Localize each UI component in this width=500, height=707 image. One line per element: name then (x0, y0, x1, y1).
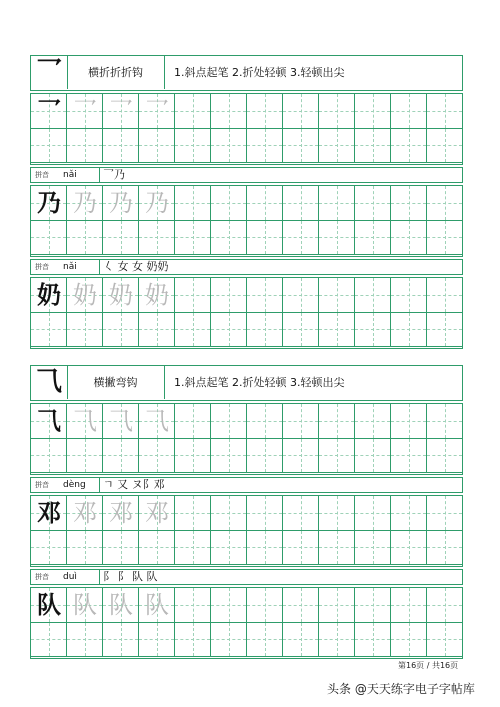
practice-grid (30, 277, 463, 349)
trace-character: 乛 (73, 97, 97, 125)
practice-cell (67, 94, 103, 129)
pinyin-text: nǎi (63, 262, 77, 272)
practice-cell (247, 531, 283, 566)
practice-cell (319, 278, 355, 313)
practice-cell (319, 313, 355, 348)
practice-cell (139, 221, 175, 256)
practice-cell (247, 94, 283, 129)
practice-cell (67, 404, 103, 439)
practice-cell (139, 278, 175, 313)
practice-cell (283, 278, 319, 313)
practice-cell (283, 439, 319, 474)
practice-cell (283, 404, 319, 439)
practice-cell (391, 623, 427, 658)
practice-cell (319, 129, 355, 164)
practice-cell (211, 404, 247, 439)
practice-cell (391, 439, 427, 474)
pinyin-label: 拼音 (35, 171, 49, 179)
practice-cell (355, 439, 391, 474)
practice-grid (30, 185, 463, 257)
practice-cell (211, 221, 247, 256)
practice-cell (355, 278, 391, 313)
practice-cell (283, 129, 319, 164)
model-character: 乛 (37, 96, 61, 125)
trace-character: 队 (145, 591, 169, 619)
practice-cell (175, 221, 211, 256)
practice-cell (283, 623, 319, 658)
practice-cell (283, 186, 319, 221)
practice-cell (283, 588, 319, 623)
practice-cell (139, 186, 175, 221)
stroke-order: ㄱ 又 ヌ阝邓 (99, 478, 165, 492)
practice-cell (211, 186, 247, 221)
pinyin-text: nǎi (63, 170, 77, 180)
practice-cell (67, 531, 103, 566)
trace-character: 邓 (109, 499, 133, 527)
practice-grid (30, 93, 463, 165)
practice-cell (31, 588, 67, 623)
practice-grid (30, 495, 463, 567)
practice-cell (391, 278, 427, 313)
stroke-name: 横折折折钩 (67, 56, 165, 89)
practice-cell (103, 186, 139, 221)
practice-cell (139, 531, 175, 566)
stroke-order: 乛乃 (99, 168, 125, 182)
practice-cell (67, 439, 103, 474)
practice-grid (30, 587, 463, 659)
practice-cell (283, 313, 319, 348)
practice-cell (175, 588, 211, 623)
practice-cell (283, 531, 319, 566)
practice-cell (355, 588, 391, 623)
practice-cell (283, 94, 319, 129)
pinyin-row (30, 569, 463, 585)
practice-cell (103, 313, 139, 348)
practice-cell (31, 313, 67, 348)
pinyin-row (30, 477, 463, 493)
practice-cell (211, 439, 247, 474)
stroke-glyph: ⺄ (31, 366, 68, 399)
practice-cell (67, 129, 103, 164)
practice-cell (211, 94, 247, 129)
practice-cell (139, 404, 175, 439)
practice-cell (103, 94, 139, 129)
trace-character: 队 (109, 591, 133, 619)
practice-cell (31, 221, 67, 256)
practice-cell (427, 404, 463, 439)
practice-cell (67, 278, 103, 313)
stroke-order: 𡿨 女 女 奶奶 (99, 260, 169, 274)
practice-cell (355, 623, 391, 658)
pinyin-label: 拼音 (35, 263, 49, 271)
lesson-header (30, 365, 463, 401)
practice-cell (355, 221, 391, 256)
lesson-header (30, 55, 463, 91)
practice-cell (31, 94, 67, 129)
practice-cell (355, 404, 391, 439)
practice-cell (355, 531, 391, 566)
trace-character: 队 (73, 591, 97, 619)
stroke-glyph: 乛 (31, 56, 68, 89)
practice-cell (247, 313, 283, 348)
practice-cell (319, 623, 355, 658)
practice-cell (319, 588, 355, 623)
practice-cell (247, 404, 283, 439)
practice-cell (31, 404, 67, 439)
practice-cell (319, 496, 355, 531)
trace-character: 乃 (73, 189, 97, 217)
practice-cell (427, 496, 463, 531)
practice-cell (319, 221, 355, 256)
practice-cell (103, 531, 139, 566)
practice-cell (427, 439, 463, 474)
practice-cell (247, 129, 283, 164)
practice-cell (247, 278, 283, 313)
practice-cell (139, 129, 175, 164)
practice-cell (427, 278, 463, 313)
trace-character: 乛 (109, 97, 133, 125)
trace-character: 奶 (73, 281, 97, 309)
practice-cell (247, 186, 283, 221)
trace-character: 奶 (145, 281, 169, 309)
practice-cell (391, 588, 427, 623)
practice-cell (175, 623, 211, 658)
practice-cell (247, 623, 283, 658)
practice-cell (355, 496, 391, 531)
model-character: ⺄ (37, 406, 61, 435)
practice-cell (211, 278, 247, 313)
practice-cell (31, 278, 67, 313)
trace-character: ⺄ (145, 407, 169, 435)
watermark: 头条 @天天练字电子字帖库 (327, 682, 475, 696)
practice-cell (31, 623, 67, 658)
model-character: 队 (37, 590, 61, 619)
practice-cell (175, 94, 211, 129)
practice-cell (211, 496, 247, 531)
practice-cell (31, 129, 67, 164)
writing-tips: 1.斜点起笔 2.折处轻顿 3.轻顿出尖 (174, 66, 345, 79)
practice-cell (247, 588, 283, 623)
practice-cell (175, 531, 211, 566)
practice-grid (30, 403, 463, 475)
practice-cell (319, 531, 355, 566)
pinyin-label: 拼音 (35, 481, 49, 489)
practice-cell (427, 588, 463, 623)
practice-cell (103, 588, 139, 623)
practice-cell (31, 439, 67, 474)
pinyin-label: 拼音 (35, 573, 49, 581)
practice-cell (355, 129, 391, 164)
practice-cell (319, 404, 355, 439)
practice-cell (67, 186, 103, 221)
practice-cell (283, 496, 319, 531)
practice-cell (175, 496, 211, 531)
stroke-order: 阝 阝 队 队 (99, 570, 158, 584)
practice-cell (247, 221, 283, 256)
practice-cell (391, 313, 427, 348)
trace-character: ⺄ (73, 407, 97, 435)
practice-cell (31, 496, 67, 531)
pinyin-text: duì (63, 572, 77, 582)
practice-cell (211, 313, 247, 348)
practice-cell (319, 186, 355, 221)
pinyin-row (30, 167, 463, 183)
practice-cell (175, 129, 211, 164)
practice-cell (427, 623, 463, 658)
practice-cell (391, 129, 427, 164)
practice-cell (355, 313, 391, 348)
trace-character: 乛 (145, 97, 169, 125)
practice-cell (355, 94, 391, 129)
practice-cell (103, 221, 139, 256)
practice-cell (427, 531, 463, 566)
practice-cell (175, 404, 211, 439)
practice-cell (427, 94, 463, 129)
pinyin-row (30, 259, 463, 275)
practice-cell (391, 531, 427, 566)
practice-cell (211, 129, 247, 164)
practice-cell (139, 588, 175, 623)
practice-cell (31, 531, 67, 566)
practice-cell (67, 313, 103, 348)
practice-cell (103, 496, 139, 531)
practice-cell (391, 221, 427, 256)
practice-cell (139, 94, 175, 129)
practice-cell (31, 186, 67, 221)
practice-cell (427, 129, 463, 164)
practice-cell (103, 623, 139, 658)
practice-cell (67, 221, 103, 256)
practice-cell (67, 496, 103, 531)
practice-cell (391, 404, 427, 439)
stroke-name: 横撇弯钩 (67, 366, 165, 399)
practice-cell (427, 313, 463, 348)
practice-cell (427, 221, 463, 256)
practice-cell (247, 439, 283, 474)
practice-cell (319, 439, 355, 474)
practice-cell (103, 278, 139, 313)
trace-character: ⺄ (109, 407, 133, 435)
practice-cell (103, 404, 139, 439)
practice-cell (391, 496, 427, 531)
practice-cell (283, 221, 319, 256)
practice-cell (211, 531, 247, 566)
practice-cell (67, 623, 103, 658)
practice-cell (355, 186, 391, 221)
model-character: 乃 (37, 188, 61, 217)
practice-cell (175, 439, 211, 474)
practice-cell (247, 496, 283, 531)
practice-cell (211, 588, 247, 623)
writing-tips: 1.斜点起笔 2.折处轻顿 3.轻顿出尖 (174, 376, 345, 389)
model-character: 邓 (37, 498, 61, 527)
practice-cell (175, 278, 211, 313)
trace-character: 乃 (109, 189, 133, 217)
practice-cell (103, 129, 139, 164)
practice-cell (139, 313, 175, 348)
trace-character: 乃 (145, 189, 169, 217)
trace-character: 邓 (73, 499, 97, 527)
model-character: 奶 (37, 280, 61, 309)
practice-cell (391, 94, 427, 129)
practice-cell (175, 313, 211, 348)
practice-cell (211, 623, 247, 658)
practice-cell (319, 94, 355, 129)
trace-character: 奶 (109, 281, 133, 309)
page-number: 第16页 / 共16页 (398, 661, 459, 670)
practice-cell (427, 186, 463, 221)
practice-cell (139, 439, 175, 474)
pinyin-text: dèng (63, 480, 86, 490)
practice-cell (139, 496, 175, 531)
trace-character: 邓 (145, 499, 169, 527)
practice-cell (391, 186, 427, 221)
practice-cell (67, 588, 103, 623)
practice-cell (175, 186, 211, 221)
practice-cell (103, 439, 139, 474)
practice-cell (139, 623, 175, 658)
